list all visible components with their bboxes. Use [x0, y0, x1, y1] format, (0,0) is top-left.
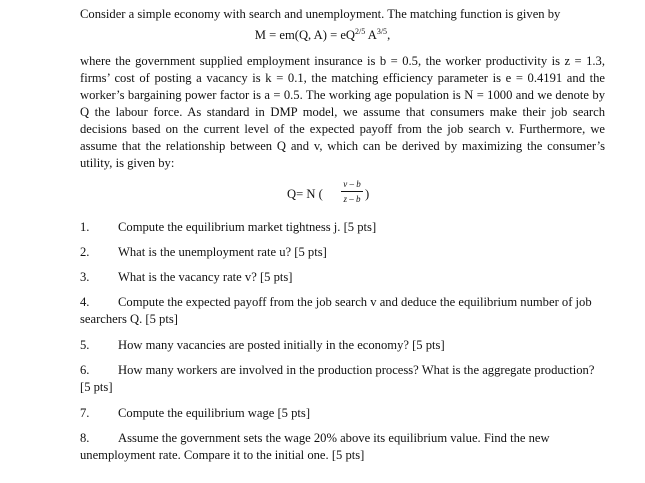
question-text: How many workers are involved in the production process? What is the aggregate production? [5 pts] [80, 363, 595, 394]
question-number: 1. [80, 220, 90, 234]
question-number: 5. [80, 338, 90, 352]
matching-function-formula [0, 27, 645, 44]
q-formula-fraction [341, 179, 363, 205]
question-text: How many vacancies are posted initially in the economy? [5 pts] [118, 338, 445, 352]
question-text: Compute the expected payoff from the job search v and deduce the equilibrium number of job searchers Q. [5 pts] [80, 295, 592, 326]
formula-mid: A [365, 28, 377, 42]
question-item [80, 294, 600, 328]
question-item [80, 269, 600, 286]
question-text: Assume the government sets the wage 20% above its equilibrium value. Find the new unemployment rate. Compare it to the initial one. [5 pts] [80, 431, 550, 462]
labour-force-formula [287, 179, 407, 213]
formula-lhs: M = em(Q, A) = eQ [254, 28, 356, 42]
question-text: What is the vacancy rate v? [5 pts] [118, 270, 293, 284]
question-number: 8. [80, 431, 90, 445]
question-number: 6. [80, 363, 90, 377]
question-item [80, 337, 600, 354]
formula-exponent-q: 2/5 [355, 26, 366, 36]
question-number: 4. [80, 295, 90, 309]
question-text: Compute the equilibrium wage [5 pts] [118, 406, 311, 420]
question-item [80, 430, 600, 464]
question-number: 7. [80, 406, 90, 420]
question-text: What is the unemployment rate u? [5 pts] [118, 245, 327, 259]
fraction-numerator: v – b [343, 179, 361, 189]
question-item [80, 244, 600, 261]
q-formula-rhs: ) [365, 187, 370, 201]
question-text: Compute the equilibrium market tightness j. [5 pts] [118, 220, 377, 234]
question-item [80, 362, 600, 396]
fraction-bar [341, 191, 363, 192]
question-item [80, 405, 600, 422]
parameters-paragraph: where the government supplied employment insurance is b = 0.5, the worker productivity is z = 1.3, firms’ cost of posting a vacancy is k = 0.1, the matching efficiency parameter is e = 0.4191 and the worker’s bargaining power factor is a = 0.5. The working age population is N = 1000 and we denote by Q the labour force. As standard in DMP model, we assume that consumers make their job search decisions based on the current level of the expected payoff from the job search v. Furthermore, we assume that the relationship between Q and v, which can be derived by maximizing the consumer’s utility, is given by: [80, 54, 605, 170]
formula-tail: , [387, 28, 391, 42]
fraction-denominator: z – b [343, 194, 361, 204]
formula-exponent-a: 3/5 [376, 26, 388, 36]
q-formula-lhs: Q= N ( [287, 187, 323, 201]
question-number: 3. [80, 270, 90, 284]
question-number: 2. [80, 245, 90, 259]
intro-text: Consider a simple economy with search and unemployment. The matching function is given by [80, 7, 561, 21]
question-item [80, 219, 600, 236]
